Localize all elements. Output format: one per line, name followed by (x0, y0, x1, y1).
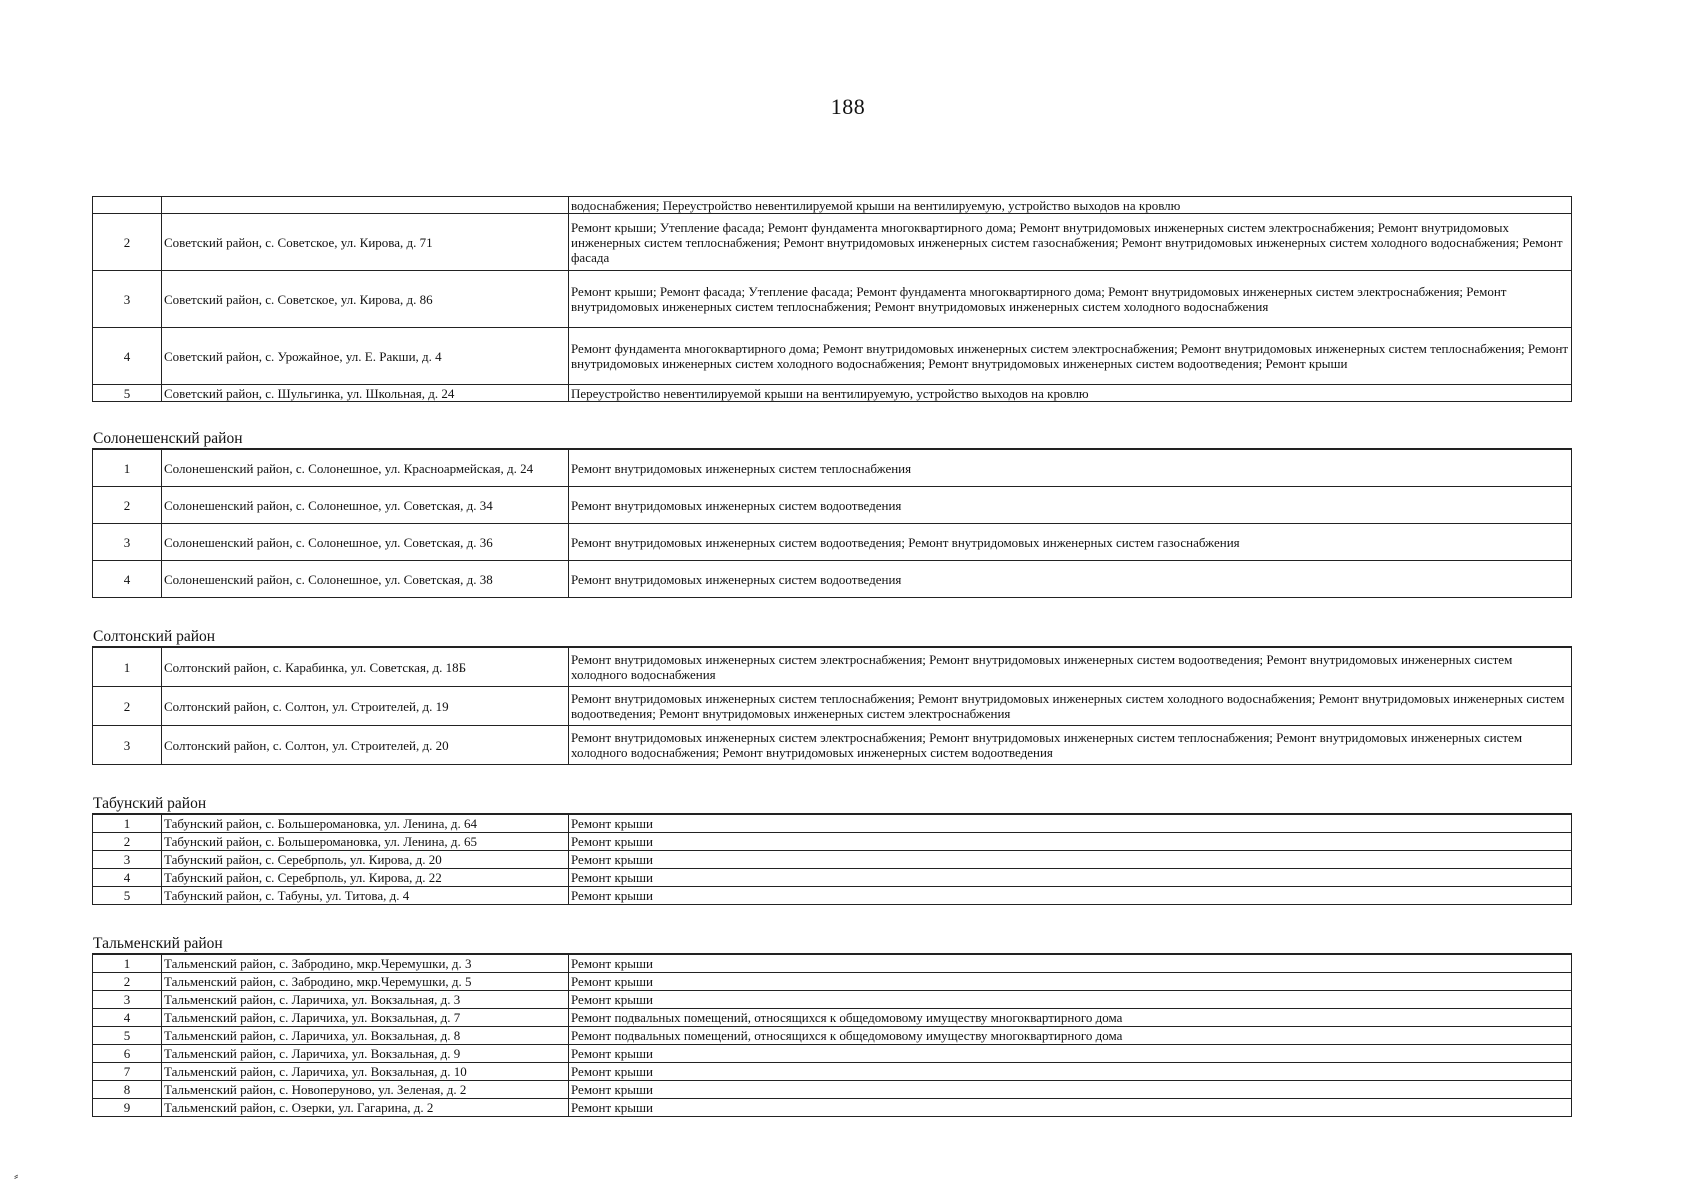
table-row (93, 450, 1572, 487)
row-number (93, 197, 162, 214)
row-work: Ремонт крыши; Утепление фасада; Ремонт фундамента многоквартирного дома; Ремонт внутридомовых инженерных систем электроснабжения; Ремонт внутридомовых инженерных систем теплоснабжения; Ремонт внутридомовых инженерных систем газоснабжения; Ремонт внутридомовых инженерных систем холодного водоснабжения; Ремонт фасада (569, 214, 1572, 271)
row-work: Переустройство невентилируемой крыши на вентилируемую, устройство выходов на кровлю (569, 385, 1572, 402)
row-address (162, 197, 569, 214)
row-number: 4 (93, 1009, 162, 1027)
section-gap (92, 598, 1572, 620)
table-row (93, 271, 1572, 328)
row-address: Солонешенский район, с. Солонешное, ул. Советская, д. 38 (162, 561, 569, 598)
row-work: Ремонт внутридомовых инженерных систем водоотведения; Ремонт внутридомовых инженерных систем газоснабжения (569, 524, 1572, 561)
table-row (93, 687, 1572, 726)
row-address: Тальменский район, с. Забродино, мкр.Черемушки, д. 3 (162, 955, 569, 973)
row-work: Ремонт крыши (569, 833, 1572, 851)
table-row (93, 991, 1572, 1009)
row-work: Ремонт внутридомовых инженерных систем водоотведения (569, 561, 1572, 598)
row-address: Тальменский район, с. Ларичиха, ул. Вокзальная, д. 10 (162, 1063, 569, 1081)
table-row (93, 726, 1572, 765)
table-row (93, 973, 1572, 991)
row-address: Солтонский район, с. Солтон, ул. Строителей, д. 19 (162, 687, 569, 726)
table-row (93, 833, 1572, 851)
row-number: 3 (93, 271, 162, 328)
row-work: Ремонт внутридомовых инженерных систем теплоснабжения (569, 450, 1572, 487)
row-address: Советский район, с. Советское, ул. Кирова, д. 71 (162, 214, 569, 271)
row-number: 9 (93, 1099, 162, 1117)
row-work: Ремонт крыши (569, 1081, 1572, 1099)
row-work: Ремонт внутридомовых инженерных систем водоотведения (569, 487, 1572, 524)
table-row (93, 851, 1572, 869)
row-number: 8 (93, 1081, 162, 1099)
row-address: Тальменский район, с. Ларичиха, ул. Вокзальная, д. 7 (162, 1009, 569, 1027)
row-number: 4 (93, 328, 162, 385)
section-gap (92, 905, 1572, 927)
table-row (93, 524, 1572, 561)
row-number: 3 (93, 851, 162, 869)
page-number: 188 (830, 94, 866, 119)
table-row (93, 1045, 1572, 1063)
row-address: Табунский район, с. Большеромановка, ул. Ленина, д. 65 (162, 833, 569, 851)
scan-artifact: ⸗ (14, 1168, 19, 1183)
row-address: Советский район, с. Шульгинка, ул. Школьная, д. 24 (162, 385, 569, 402)
row-work: Ремонт подвальных помещений, относящихся к общедомовому имуществу многоквартирного дома (569, 1027, 1572, 1045)
table-row (93, 1027, 1572, 1045)
table-row (93, 1081, 1572, 1099)
row-number: 2 (93, 687, 162, 726)
row-address: Табунский район, с. Табуны, ул. Титова, д. 4 (162, 887, 569, 905)
row-work: Ремонт подвальных помещений, относящихся к общедомовому имуществу многоквартирного дома (569, 1009, 1572, 1027)
row-address: Тальменский район, с. Новоперуново, ул. Зеленая, д. 2 (162, 1081, 569, 1099)
row-work: Ремонт крыши (569, 851, 1572, 869)
row-number: 3 (93, 726, 162, 765)
district-table (92, 954, 1572, 1117)
district-heading: Табунский район (92, 795, 1572, 814)
row-address: Табунский район, с. Большеромановка, ул. Ленина, д. 64 (162, 815, 569, 833)
row-address: Солтонский район, с. Карабинка, ул. Советская, д. 18Б (162, 648, 569, 687)
row-address: Солонешенский район, с. Солонешное, ул. Красноармейская, д. 24 (162, 450, 569, 487)
row-number: 3 (93, 524, 162, 561)
row-number: 2 (93, 214, 162, 271)
row-work: Ремонт крыши (569, 887, 1572, 905)
row-number: 2 (93, 833, 162, 851)
row-work: Ремонт внутридомовых инженерных систем электроснабжения; Ремонт внутридомовых инженерных систем водоотведения; Ремонт внутридомовых инженерных систем холодного водоснабжения (569, 648, 1572, 687)
table-row (93, 197, 1572, 214)
row-address: Солонешенский район, с. Солонешное, ул. Советская, д. 34 (162, 487, 569, 524)
row-address: Советский район, с. Урожайное, ул. Е. Ракши, д. 4 (162, 328, 569, 385)
row-number: 1 (93, 815, 162, 833)
table-row (93, 214, 1572, 271)
row-work: Ремонт внутридомовых инженерных систем теплоснабжения; Ремонт внутридомовых инженерных систем холодного водоснабжения; Ремонт внутридомовых инженерных систем водоотведения; Ремонт внутридомовых инженерных систем электроснабжения (569, 687, 1572, 726)
row-number: 1 (93, 450, 162, 487)
table-row (93, 1099, 1572, 1117)
row-number: 5 (93, 887, 162, 905)
district-table (92, 814, 1572, 905)
row-address: Солтонский район, с. Солтон, ул. Строителей, д. 20 (162, 726, 569, 765)
row-work: Ремонт крыши (569, 815, 1572, 833)
table-row (93, 328, 1572, 385)
row-address: Тальменский район, с. Забродино, мкр.Черемушки, д. 5 (162, 973, 569, 991)
table-row (93, 648, 1572, 687)
district-table (92, 449, 1572, 598)
row-work: Ремонт крыши (569, 991, 1572, 1009)
district-heading: Солтонский район (92, 628, 1572, 647)
row-number: 2 (93, 487, 162, 524)
row-number: 4 (93, 561, 162, 598)
districts-container (92, 402, 1572, 1117)
row-address: Табунский район, с. Серебрполь, ул. Кирова, д. 20 (162, 851, 569, 869)
row-number: 3 (93, 991, 162, 1009)
table-row (93, 955, 1572, 973)
row-address: Тальменский район, с. Озерки, ул. Гагарина, д. 2 (162, 1099, 569, 1117)
district-table (92, 647, 1572, 765)
row-work: Ремонт крыши; Ремонт фасада; Утепление фасада; Ремонт фундамента многоквартирного дома; Ремонт внутридомовых инженерных систем электроснабжения; Ремонт внутридомовых инженерных систем теплоснабжения; Ремонт внутридомовых инженерных систем холодного водоснабжения (569, 271, 1572, 328)
table-row (93, 1063, 1572, 1081)
row-work: Ремонт внутридомовых инженерных систем электроснабжения; Ремонт внутридомовых инженерных систем теплоснабжения; Ремонт внутридомовых инженерных систем холодного водоснабжения; Ремонт внутридомовых инженерных систем водоотведения (569, 726, 1572, 765)
row-work: водоснабжения; Переустройство невентилируемой крыши на вентилируемую, устройство выходов на кровлю (569, 197, 1572, 214)
row-address: Тальменский район, с. Ларичиха, ул. Вокзальная, д. 8 (162, 1027, 569, 1045)
row-number: 6 (93, 1045, 162, 1063)
row-number: 5 (93, 385, 162, 402)
row-address: Тальменский район, с. Ларичиха, ул. Вокзальная, д. 9 (162, 1045, 569, 1063)
row-address: Табунский район, с. Серебрполь, ул. Кирова, д. 22 (162, 869, 569, 887)
district-heading: Солонешенский район (92, 430, 1572, 449)
table-row (93, 487, 1572, 524)
row-address: Советский район, с. Советское, ул. Кирова, д. 86 (162, 271, 569, 328)
row-number: 2 (93, 973, 162, 991)
row-number: 7 (93, 1063, 162, 1081)
row-number: 1 (93, 648, 162, 687)
table-row (93, 561, 1572, 598)
row-work: Ремонт крыши (569, 1063, 1572, 1081)
table-row (93, 869, 1572, 887)
table-row (93, 815, 1572, 833)
row-address: Солонешенский район, с. Солонешное, ул. Советская, д. 36 (162, 524, 569, 561)
row-work: Ремонт крыши (569, 955, 1572, 973)
row-work: Ремонт фундамента многоквартирного дома; Ремонт внутридомовых инженерных систем электроснабжения; Ремонт внутридомовых инженерных систем теплоснабжения; Ремонт внутридомовых инженерных систем холодного водоснабжения; Ремонт внутридомовых инженерных систем водоотведения; Ремонт крыши (569, 328, 1572, 385)
district-heading: Тальменский район (92, 935, 1572, 954)
table-row (93, 887, 1572, 905)
row-work: Ремонт крыши (569, 1045, 1572, 1063)
table-row (93, 385, 1572, 402)
row-work: Ремонт крыши (569, 973, 1572, 991)
row-number: 4 (93, 869, 162, 887)
section-gap (92, 402, 1572, 422)
continuation-table (92, 196, 1572, 402)
row-work: Ремонт крыши (569, 869, 1572, 887)
row-address: Тальменский район, с. Ларичиха, ул. Вокзальная, д. 3 (162, 991, 569, 1009)
table-row (93, 1009, 1572, 1027)
row-work: Ремонт крыши (569, 1099, 1572, 1117)
row-number: 5 (93, 1027, 162, 1045)
section-gap (92, 765, 1572, 787)
document-body (92, 196, 1572, 1117)
row-number: 1 (93, 955, 162, 973)
